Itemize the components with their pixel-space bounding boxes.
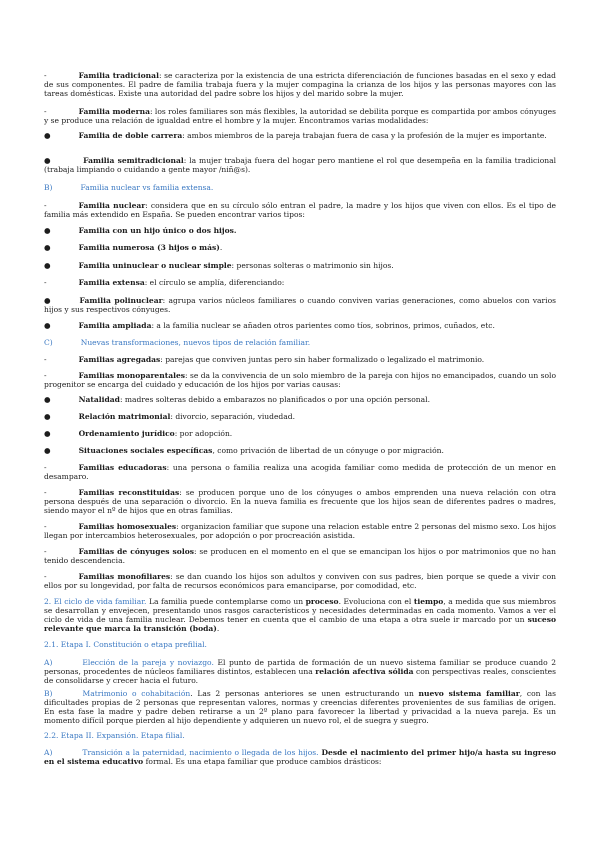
term-label: Familia con un hijo único o dos hijos. xyxy=(78,226,237,235)
paragraph-familia-tradicional: - Familia tradicional: se caracteriza por la existencia de una estricta diferenciación de funciones basadas en el sexo y edad de sus componentes. El padre de familia trabaja fuera y la mujer compagina la crianza de los hijos y las personas mayores con las tareas domésticas. Existe una autoridad del padre sobre los hijos y del marido sobre la mujer. xyxy=(44,71,556,98)
paragraph-transicion-paternidad: A) Transición a la paternidad, nacimiento o llegada de los hijos. Desde el nacimiento del primer hijo/a hasta su ingreso en el sistema educativo formal. Es una etapa familiar que produce cambios drásticos: xyxy=(44,748,556,766)
list-marker: B) xyxy=(44,183,53,192)
bullet-icon: ● xyxy=(44,131,51,140)
paragraph-familia-extensa: - Familia extensa: el círculo se amplía, diferenciando: xyxy=(44,278,285,287)
paragraph-familia-moderna: - Familia moderna: los roles familiares son más flexibles, la autoridad se debilita porque es compartida por ambos cónyuges y se produce una relación de igualdad entre el hombre y la mujer. Encontramos varias modalidades: xyxy=(44,107,557,125)
paragraph-ampliada: ● Familia ampliada: a la familia nuclear se añaden otros parientes como tíos, sobrinos, primos, cuñados, etc. xyxy=(44,321,495,330)
paragraph-conyuges-solos: - Familias de cónyuges solos: se producen en el momento en el que se emancipan los hijos o por matrimonios que no han tenido descendencia. xyxy=(44,547,556,565)
paragraph-monoparentales: - Familias monoparentales: se da la convivencia de un solo miembro de la pareja con hijos no emancipados, cuando un solo progenitor se encarga del cuidado y educación de los hijos por varias causas: xyxy=(44,371,557,389)
term-label: Familias homosexuales xyxy=(78,522,177,531)
list-marker: C) xyxy=(44,338,53,347)
term-label: Familia polinuclear xyxy=(79,296,163,305)
list-marker: - xyxy=(44,522,47,531)
paragraph-matrimonio: B) Matrimonio o cohabitación. Las 2 personas anteriores se unen estructurando un nuevo sistema familiar, con las dificultades propias de 2 personas que representan valores, normas y creencias diferentes provenientes de sus familias de origen. En esta fase la madre y padre deben retirarse a un 2º plano para favorecer la libertad y privacidad a la nueva pareja. Es un momento difícil porque pierden al hijo dependiente y adquieren un nuevo rol, el de suegra y suegro. xyxy=(44,689,556,725)
paragraph-polinuclear: ● Familia polinuclear: agrupa varios núcleos familiares o cuando conviven varias generaciones, como abuelos con varios hijos y sus respectivos cónyuges. xyxy=(44,296,556,314)
subsection-heading-2-2: 2.2. Etapa II. Expansión. Etapa filial. xyxy=(44,731,185,740)
paragraph-reconstituidas: - Familias reconstituidas: se producen porque uno de los cónyuges o ambos emprenden una nueva relación con otra persona después de una separación o divorcio. En la nueva familia es frecuente que los hijos sean de diferentes padres o madres, siendo mayor el nº de hijos que en otras familias. xyxy=(44,488,556,515)
list-marker: - xyxy=(44,107,47,116)
term-label: Ordenamiento jurídico xyxy=(78,429,175,438)
paragraph-hijo-unico xyxy=(44,226,556,235)
bullet-icon: ● xyxy=(44,226,51,235)
list-marker: - xyxy=(44,547,47,556)
subsection-heading-2-1: 2.1. Etapa I. Constitución o etapa prefilial. xyxy=(44,640,207,649)
bullet-icon: ● xyxy=(44,446,51,455)
section-heading: 2. El ciclo de vida familiar. xyxy=(44,597,147,606)
paragraph-doble-carrera: ● Familia de doble carrera: ambos miembros de la pareja trabajan fuera de casa y la profesión de la mujer es importante. xyxy=(44,131,547,140)
term-label: Familia uninuclear o nuclear simple xyxy=(78,261,232,270)
bullet-icon: ● xyxy=(44,412,51,421)
paragraph-eleccion-pareja: A) Elección de la pareja y noviazgo. El punto de partida de formación de un nuevo sistema familiar se produce cuando 2 personas, procedentes de núcleos familiares distintos, establecen una relación afectiva sólida con perspectivas reales, conscientes de consolidarse y crecer hacia el futuro. xyxy=(44,658,556,685)
paragraph-educadoras: - Familias educadoras: una persona o familia realiza una acogida familiar como medida de protección de un menor en desamparo. xyxy=(44,463,557,481)
paragraph-relacion-matrimonial: ● Relación matrimonial: divorcio, separación, viudedad. xyxy=(44,412,295,421)
paragraph-familia-nuclear: - Familia nuclear: considera que en su círculo sólo entran el padre, la madre y los hijos que viven con ellos. Es el tipo de familia más extendido en España. Se pueden encontrar varios tipos: xyxy=(44,201,557,219)
list-marker: - xyxy=(44,201,47,210)
bullet-icon: ● xyxy=(44,429,51,438)
bullet-icon: ● xyxy=(44,261,51,270)
list-marker: - xyxy=(44,278,47,287)
paragraph-natalidad: ● Natalidad: madres solteras debido a embarazos no planificados o por una opción personal. xyxy=(44,395,430,404)
heading-nuevas-transformaciones: C) Nuevas transformaciones, nuevos tipos de relación familiar. xyxy=(44,338,311,347)
term-label: Natalidad xyxy=(78,395,120,404)
list-marker: B) xyxy=(44,689,53,698)
term-label: Situaciones sociales específicas xyxy=(78,446,213,455)
paragraph-ciclo-vida: 2. El ciclo de vida familiar. La familia puede contemplarse como un proceso. Evoluciona con el tiempo, a medida que sus miembros se desarrollan y envejecen, presentando unos rasgos característicos y necesidades determinadas en cada momento. Vamos a ver el ciclo de vida de una familia nuclear. Debemos tener en cuenta que el cambio de una etapa a otra suele ir marcado por un suceso relevante que marca la transición (boda). xyxy=(44,597,556,633)
term-label: Familias de cónyuges solos xyxy=(78,547,194,556)
list-marker: A) xyxy=(44,658,53,667)
list-marker: - xyxy=(44,572,47,581)
item-heading: Transición a la paternidad, nacimiento o llegada de los hijos. xyxy=(82,748,319,757)
paragraph-uninuclear: ● Familia uninuclear o nuclear simple: personas solteras o matrimonio sin hijos. xyxy=(44,261,394,270)
heading-nuclear-vs-extensa: B) Familia nuclear vs familia extensa. xyxy=(44,183,214,192)
bullet-icon: ● xyxy=(44,395,51,404)
list-marker: ● xyxy=(44,156,52,165)
paragraph-semitradicional: ● Familia semitradicional: la mujer trabaja fuera del hogar pero mantiene el rol que desempeña en la familia tradicional (trabaja limpiando o cuidando a gente mayor /niñ@s). xyxy=(44,156,557,174)
paragraph-monofiliares: - Familias monofiliares: se dan cuando los hijos son adultos y conviven con sus padres, bien porque se quede a vivir con ellos por su longevidad, por falta de recursos económicos para emanciparse, por comodidad, etc. xyxy=(44,572,556,590)
paragraph-agregadas: - Familias agregadas: parejas que conviven juntas pero sin haber formalizado o legalizado el matrimonio. xyxy=(44,355,485,364)
paragraph-familia-numerosa: ● Familia numerosa (3 hijos o más). xyxy=(44,243,223,252)
term-label: Familia nuclear xyxy=(78,201,146,210)
term-label: Familia moderna xyxy=(78,107,150,116)
list-marker: - xyxy=(44,355,47,364)
term-label: Familia tradicional xyxy=(78,71,159,80)
list-marker: A) xyxy=(44,748,53,757)
term-label: Familias agregadas xyxy=(78,355,161,364)
term-label: Familia de doble carrera xyxy=(78,131,183,140)
term-label: Familias educadoras xyxy=(78,463,167,472)
list-marker: - xyxy=(44,71,47,80)
list-marker: - xyxy=(44,488,47,497)
term-label: Familia numerosa (3 hijos o más) xyxy=(78,243,220,252)
term-label: Familias reconstituidas xyxy=(78,488,180,497)
bullet-icon: ● xyxy=(44,243,51,252)
item-heading: Matrimonio o cohabitación xyxy=(82,689,191,698)
term-label: Familia semitradicional xyxy=(83,156,184,165)
term-label: Familia ampliada xyxy=(78,321,152,330)
list-marker: - xyxy=(44,463,47,472)
item-heading: Elección de la pareja y noviazgo. xyxy=(82,658,214,667)
term-label: Familia extensa xyxy=(78,278,145,287)
bullet-icon: ● xyxy=(44,321,51,330)
paragraph-situaciones-sociales: ● Situaciones sociales específicas, como privación de libertad de un cónyuge o por migración. xyxy=(44,446,444,455)
list-marker: - xyxy=(44,371,47,380)
bullet-icon: ● xyxy=(44,296,52,305)
paragraph-ordenamiento: ● Ordenamiento jurídico: por adopción. xyxy=(44,429,233,438)
term-label: Relación matrimonial xyxy=(78,412,171,421)
term-label: Familias monoparentales xyxy=(78,371,186,380)
term-label: Familias monofiliares xyxy=(78,572,171,581)
paragraph-homosexuales: - Familias homosexuales: organizacion familiar que supone una relacion estable entre 2 personas del mismo sexo. Los hijos llegan por intercambios heterosexuales, por adopción o por procreación asistida. xyxy=(44,522,556,540)
